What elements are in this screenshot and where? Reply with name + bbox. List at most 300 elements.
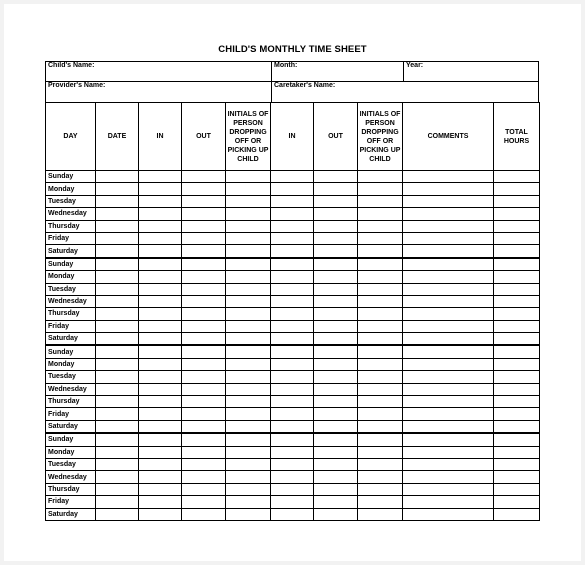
day-cell: Saturday	[46, 245, 96, 258]
in-cell[interactable]	[271, 483, 314, 495]
out-cell[interactable]	[314, 345, 358, 358]
out-cell[interactable]	[182, 383, 226, 395]
in-cell[interactable]	[271, 458, 314, 470]
date-cell[interactable]	[96, 295, 139, 307]
total-hours-cell[interactable]	[494, 195, 540, 207]
column-header-day: DAY	[46, 103, 96, 171]
initials-cell[interactable]	[358, 508, 403, 520]
comments-cell[interactable]	[403, 258, 494, 271]
date-cell[interactable]	[96, 508, 139, 520]
date-cell[interactable]	[96, 420, 139, 433]
date-cell[interactable]	[96, 271, 139, 283]
day-cell: Tuesday	[46, 283, 96, 295]
comments-cell[interactable]	[403, 183, 494, 195]
date-cell[interactable]	[96, 345, 139, 358]
initials-cell[interactable]	[226, 496, 271, 508]
in-cell[interactable]	[139, 446, 182, 458]
initials-cell[interactable]	[358, 408, 403, 420]
total-hours-cell[interactable]	[494, 258, 540, 271]
comments-cell[interactable]	[403, 220, 494, 232]
date-cell[interactable]	[96, 496, 139, 508]
in-cell[interactable]	[271, 471, 314, 483]
initials-cell[interactable]	[358, 483, 403, 495]
out-cell[interactable]	[182, 320, 226, 332]
in-cell[interactable]	[271, 358, 314, 370]
comments-cell[interactable]	[403, 295, 494, 307]
in-cell[interactable]	[139, 433, 182, 446]
in-cell[interactable]	[139, 483, 182, 495]
total-hours-cell[interactable]	[494, 245, 540, 258]
total-hours-cell[interactable]	[494, 320, 540, 332]
out-cell[interactable]	[314, 295, 358, 307]
table-row	[46, 295, 540, 307]
out-cell[interactable]	[314, 408, 358, 420]
in-cell[interactable]	[139, 396, 182, 408]
initials-cell[interactable]	[226, 308, 271, 320]
day-cell: Wednesday	[46, 295, 96, 307]
in-cell[interactable]	[139, 295, 182, 307]
initials-cell[interactable]	[226, 320, 271, 332]
out-cell[interactable]	[314, 433, 358, 446]
table-row	[46, 446, 540, 458]
in-cell[interactable]	[271, 271, 314, 283]
initials-cell[interactable]	[358, 396, 403, 408]
column-header-comments: COMMENTS	[403, 103, 494, 171]
out-cell[interactable]	[182, 396, 226, 408]
column-header-out-2: OUT	[314, 103, 358, 171]
initials-cell[interactable]	[226, 345, 271, 358]
comments-cell[interactable]	[403, 471, 494, 483]
comments-cell[interactable]	[403, 433, 494, 446]
initials-cell[interactable]	[226, 371, 271, 383]
date-cell[interactable]	[96, 220, 139, 232]
table-row	[46, 195, 540, 207]
out-cell[interactable]	[314, 245, 358, 258]
initials-cell[interactable]	[226, 245, 271, 258]
initials-cell[interactable]	[226, 195, 271, 207]
day-cell: Tuesday	[46, 458, 96, 470]
total-hours-cell[interactable]	[494, 433, 540, 446]
in-cell[interactable]	[271, 208, 314, 220]
in-cell[interactable]	[139, 320, 182, 332]
total-hours-cell[interactable]	[494, 171, 540, 183]
provider-name-label: Provider's Name:	[48, 82, 106, 89]
in-cell[interactable]	[271, 320, 314, 332]
in-cell[interactable]	[139, 458, 182, 470]
out-cell[interactable]	[314, 420, 358, 433]
out-cell[interactable]	[182, 358, 226, 370]
out-cell[interactable]	[314, 508, 358, 520]
out-cell[interactable]	[314, 195, 358, 207]
total-hours-cell[interactable]	[494, 496, 540, 508]
day-cell: Saturday	[46, 508, 96, 520]
in-cell[interactable]	[271, 195, 314, 207]
in-cell[interactable]	[139, 308, 182, 320]
out-cell[interactable]	[182, 220, 226, 232]
initials-cell[interactable]	[358, 446, 403, 458]
table-row	[46, 408, 540, 420]
comments-cell[interactable]	[403, 271, 494, 283]
initials-cell[interactable]	[226, 433, 271, 446]
out-cell[interactable]	[314, 171, 358, 183]
total-hours-cell[interactable]	[494, 408, 540, 420]
initials-cell[interactable]	[226, 258, 271, 271]
in-cell[interactable]	[271, 345, 314, 358]
total-hours-cell[interactable]	[494, 220, 540, 232]
out-cell[interactable]	[314, 232, 358, 244]
comments-cell[interactable]	[403, 408, 494, 420]
in-cell[interactable]	[271, 308, 314, 320]
out-cell[interactable]	[182, 232, 226, 244]
in-cell[interactable]	[139, 183, 182, 195]
in-cell[interactable]	[139, 408, 182, 420]
comments-cell[interactable]	[403, 283, 494, 295]
initials-cell[interactable]	[226, 283, 271, 295]
initials-cell[interactable]	[358, 458, 403, 470]
out-cell[interactable]	[182, 471, 226, 483]
in-cell[interactable]	[271, 171, 314, 183]
initials-cell[interactable]	[226, 295, 271, 307]
initials-cell[interactable]	[226, 508, 271, 520]
initials-cell[interactable]	[358, 496, 403, 508]
initials-cell[interactable]	[358, 471, 403, 483]
initials-cell[interactable]	[226, 183, 271, 195]
initials-cell[interactable]	[226, 171, 271, 183]
table-row	[46, 271, 540, 283]
table-row	[46, 483, 540, 495]
out-cell[interactable]	[314, 371, 358, 383]
comments-cell[interactable]	[403, 333, 494, 346]
out-cell[interactable]	[314, 383, 358, 395]
out-cell[interactable]	[314, 396, 358, 408]
initials-cell[interactable]	[358, 232, 403, 244]
date-cell[interactable]	[96, 471, 139, 483]
date-cell[interactable]	[96, 433, 139, 446]
in-cell[interactable]	[271, 383, 314, 395]
out-cell[interactable]	[314, 358, 358, 370]
day-cell: Thursday	[46, 483, 96, 495]
in-cell[interactable]	[271, 333, 314, 346]
day-cell: Tuesday	[46, 371, 96, 383]
total-hours-cell[interactable]	[494, 396, 540, 408]
comments-cell[interactable]	[403, 483, 494, 495]
child-name-label: Child's Name:	[48, 62, 95, 69]
out-cell[interactable]	[182, 245, 226, 258]
initials-cell[interactable]	[358, 420, 403, 433]
comments-cell[interactable]	[403, 396, 494, 408]
date-cell[interactable]	[96, 483, 139, 495]
total-hours-cell[interactable]	[494, 383, 540, 395]
table-row	[46, 471, 540, 483]
out-cell[interactable]	[182, 458, 226, 470]
in-cell[interactable]	[139, 208, 182, 220]
initials-cell[interactable]	[226, 483, 271, 495]
in-cell[interactable]	[271, 245, 314, 258]
table-row	[46, 383, 540, 395]
out-cell[interactable]	[182, 295, 226, 307]
initials-cell[interactable]	[358, 208, 403, 220]
date-cell[interactable]	[96, 446, 139, 458]
out-cell[interactable]	[314, 208, 358, 220]
initials-cell[interactable]	[226, 408, 271, 420]
comments-cell[interactable]	[403, 458, 494, 470]
total-hours-cell[interactable]	[494, 471, 540, 483]
initials-cell[interactable]	[358, 245, 403, 258]
initials-cell[interactable]	[226, 471, 271, 483]
in-cell[interactable]	[139, 283, 182, 295]
day-cell: Friday	[46, 408, 96, 420]
out-cell[interactable]	[314, 220, 358, 232]
out-cell[interactable]	[182, 333, 226, 346]
total-hours-cell[interactable]	[494, 183, 540, 195]
total-hours-cell[interactable]	[494, 308, 540, 320]
day-cell: Sunday	[46, 258, 96, 271]
table-row	[46, 496, 540, 508]
out-cell[interactable]	[314, 333, 358, 346]
date-cell[interactable]	[96, 171, 139, 183]
in-cell[interactable]	[139, 258, 182, 271]
comments-cell[interactable]	[403, 320, 494, 332]
total-hours-cell[interactable]	[494, 420, 540, 433]
out-cell[interactable]	[314, 446, 358, 458]
comments-cell[interactable]	[403, 345, 494, 358]
initials-cell[interactable]	[226, 220, 271, 232]
out-cell[interactable]	[182, 496, 226, 508]
date-cell[interactable]	[96, 245, 139, 258]
out-cell[interactable]	[314, 308, 358, 320]
column-header-initials-1: INITIALS OF PERSON DROPPING OFF OR PICKING UP CHILD	[226, 103, 271, 171]
table-row	[46, 208, 540, 220]
out-cell[interactable]	[182, 483, 226, 495]
date-cell[interactable]	[96, 383, 139, 395]
in-cell[interactable]	[139, 471, 182, 483]
total-hours-cell[interactable]	[494, 483, 540, 495]
in-cell[interactable]	[271, 408, 314, 420]
date-cell[interactable]	[96, 333, 139, 346]
in-cell[interactable]	[271, 295, 314, 307]
comments-cell[interactable]	[403, 446, 494, 458]
total-hours-cell[interactable]	[494, 358, 540, 370]
in-cell[interactable]	[139, 420, 182, 433]
out-cell[interactable]	[182, 371, 226, 383]
table-row	[46, 283, 540, 295]
in-cell[interactable]	[139, 271, 182, 283]
year-field[interactable]	[403, 61, 539, 82]
day-cell: Saturday	[46, 333, 96, 346]
total-hours-cell[interactable]	[494, 333, 540, 346]
comments-cell[interactable]	[403, 496, 494, 508]
in-cell[interactable]	[271, 232, 314, 244]
date-cell[interactable]	[96, 183, 139, 195]
comments-cell[interactable]	[403, 383, 494, 395]
day-cell: Monday	[46, 183, 96, 195]
caretaker-name-label: Caretaker's Name:	[274, 82, 336, 89]
day-cell: Wednesday	[46, 471, 96, 483]
initials-cell[interactable]	[358, 383, 403, 395]
initials-cell[interactable]	[226, 458, 271, 470]
out-cell[interactable]	[182, 420, 226, 433]
initials-cell[interactable]	[358, 171, 403, 183]
comments-cell[interactable]	[403, 371, 494, 383]
comments-cell[interactable]	[403, 208, 494, 220]
initials-cell[interactable]	[358, 220, 403, 232]
date-cell[interactable]	[96, 283, 139, 295]
initials-cell[interactable]	[358, 320, 403, 332]
in-cell[interactable]	[271, 496, 314, 508]
comments-cell[interactable]	[403, 308, 494, 320]
out-cell[interactable]	[314, 258, 358, 271]
total-hours-cell[interactable]	[494, 446, 540, 458]
initials-cell[interactable]	[358, 333, 403, 346]
initials-cell[interactable]	[226, 396, 271, 408]
date-cell[interactable]	[96, 258, 139, 271]
initials-cell[interactable]	[358, 295, 403, 307]
out-cell[interactable]	[314, 283, 358, 295]
comments-cell[interactable]	[403, 232, 494, 244]
table-row	[46, 320, 540, 332]
comments-cell[interactable]	[403, 171, 494, 183]
initials-cell[interactable]	[226, 420, 271, 433]
in-cell[interactable]	[139, 171, 182, 183]
initials-cell[interactable]	[358, 345, 403, 358]
initials-cell[interactable]	[226, 358, 271, 370]
total-hours-cell[interactable]	[494, 295, 540, 307]
out-cell[interactable]	[182, 408, 226, 420]
out-cell[interactable]	[314, 271, 358, 283]
date-cell[interactable]	[96, 320, 139, 332]
out-cell[interactable]	[314, 483, 358, 495]
in-cell[interactable]	[271, 183, 314, 195]
total-hours-cell[interactable]	[494, 232, 540, 244]
out-cell[interactable]	[182, 195, 226, 207]
out-cell[interactable]	[182, 171, 226, 183]
total-hours-cell[interactable]	[494, 271, 540, 283]
out-cell[interactable]	[182, 183, 226, 195]
out-cell[interactable]	[182, 271, 226, 283]
initials-cell[interactable]	[358, 271, 403, 283]
table-row	[46, 232, 540, 244]
day-cell: Monday	[46, 358, 96, 370]
total-hours-cell[interactable]	[494, 283, 540, 295]
out-cell[interactable]	[182, 433, 226, 446]
in-cell[interactable]	[271, 420, 314, 433]
comments-cell[interactable]	[403, 358, 494, 370]
initials-cell[interactable]	[358, 258, 403, 271]
column-header-in-2: IN	[271, 103, 314, 171]
sheet-title: CHILD'S MONTHLY TIME SHEET	[218, 44, 367, 55]
date-cell[interactable]	[96, 371, 139, 383]
date-cell[interactable]	[96, 308, 139, 320]
date-cell[interactable]	[96, 396, 139, 408]
in-cell[interactable]	[271, 446, 314, 458]
out-cell[interactable]	[182, 308, 226, 320]
total-hours-cell[interactable]	[494, 345, 540, 358]
out-cell[interactable]	[182, 283, 226, 295]
out-cell[interactable]	[182, 208, 226, 220]
in-cell[interactable]	[139, 383, 182, 395]
comments-cell[interactable]	[403, 508, 494, 520]
out-cell[interactable]	[182, 258, 226, 271]
in-cell[interactable]	[139, 508, 182, 520]
initials-cell[interactable]	[358, 283, 403, 295]
initials-cell[interactable]	[358, 371, 403, 383]
initials-cell[interactable]	[226, 208, 271, 220]
table-row	[46, 396, 540, 408]
comments-cell[interactable]	[403, 195, 494, 207]
in-cell[interactable]	[139, 496, 182, 508]
in-cell[interactable]	[139, 195, 182, 207]
day-cell: Friday	[46, 320, 96, 332]
initials-cell[interactable]	[358, 183, 403, 195]
date-cell[interactable]	[96, 208, 139, 220]
in-cell[interactable]	[271, 283, 314, 295]
out-cell[interactable]	[314, 183, 358, 195]
column-header-total-hours: TOTAL HOURS	[494, 103, 540, 171]
in-cell[interactable]	[139, 232, 182, 244]
in-cell[interactable]	[139, 333, 182, 346]
initials-cell[interactable]	[358, 195, 403, 207]
total-hours-cell[interactable]	[494, 458, 540, 470]
out-cell[interactable]	[314, 458, 358, 470]
in-cell[interactable]	[271, 258, 314, 271]
in-cell[interactable]	[271, 433, 314, 446]
in-cell[interactable]	[271, 508, 314, 520]
initials-cell[interactable]	[226, 383, 271, 395]
date-cell[interactable]	[96, 195, 139, 207]
out-cell[interactable]	[182, 508, 226, 520]
table-row	[46, 508, 540, 520]
initials-cell[interactable]	[358, 358, 403, 370]
date-cell[interactable]	[96, 408, 139, 420]
day-cell: Friday	[46, 496, 96, 508]
total-hours-cell[interactable]	[494, 508, 540, 520]
comments-cell[interactable]	[403, 420, 494, 433]
table-row	[46, 458, 540, 470]
table-row	[46, 171, 540, 183]
table-row	[46, 308, 540, 320]
out-cell[interactable]	[182, 345, 226, 358]
date-cell[interactable]	[96, 458, 139, 470]
column-header-initials-2: INITIALS OF PERSON DROPPING OFF OR PICKING UP CHILD	[358, 103, 403, 171]
table-row	[46, 420, 540, 433]
initials-cell[interactable]	[358, 308, 403, 320]
out-cell[interactable]	[314, 496, 358, 508]
out-cell[interactable]	[314, 471, 358, 483]
table-row	[46, 345, 540, 358]
initials-cell[interactable]	[226, 333, 271, 346]
initials-cell[interactable]	[226, 271, 271, 283]
in-cell[interactable]	[139, 358, 182, 370]
year-label: Year:	[406, 62, 424, 69]
out-cell[interactable]	[314, 320, 358, 332]
in-cell[interactable]	[139, 371, 182, 383]
initials-cell[interactable]	[226, 446, 271, 458]
in-cell[interactable]	[139, 220, 182, 232]
in-cell[interactable]	[139, 345, 182, 358]
date-cell[interactable]	[96, 232, 139, 244]
in-cell[interactable]	[139, 245, 182, 258]
initials-cell[interactable]	[226, 232, 271, 244]
out-cell[interactable]	[182, 446, 226, 458]
initials-cell[interactable]	[358, 433, 403, 446]
total-hours-cell[interactable]	[494, 208, 540, 220]
total-hours-cell[interactable]	[494, 371, 540, 383]
date-cell[interactable]	[96, 358, 139, 370]
in-cell[interactable]	[271, 396, 314, 408]
in-cell[interactable]	[271, 220, 314, 232]
in-cell[interactable]	[271, 371, 314, 383]
comments-cell[interactable]	[403, 245, 494, 258]
